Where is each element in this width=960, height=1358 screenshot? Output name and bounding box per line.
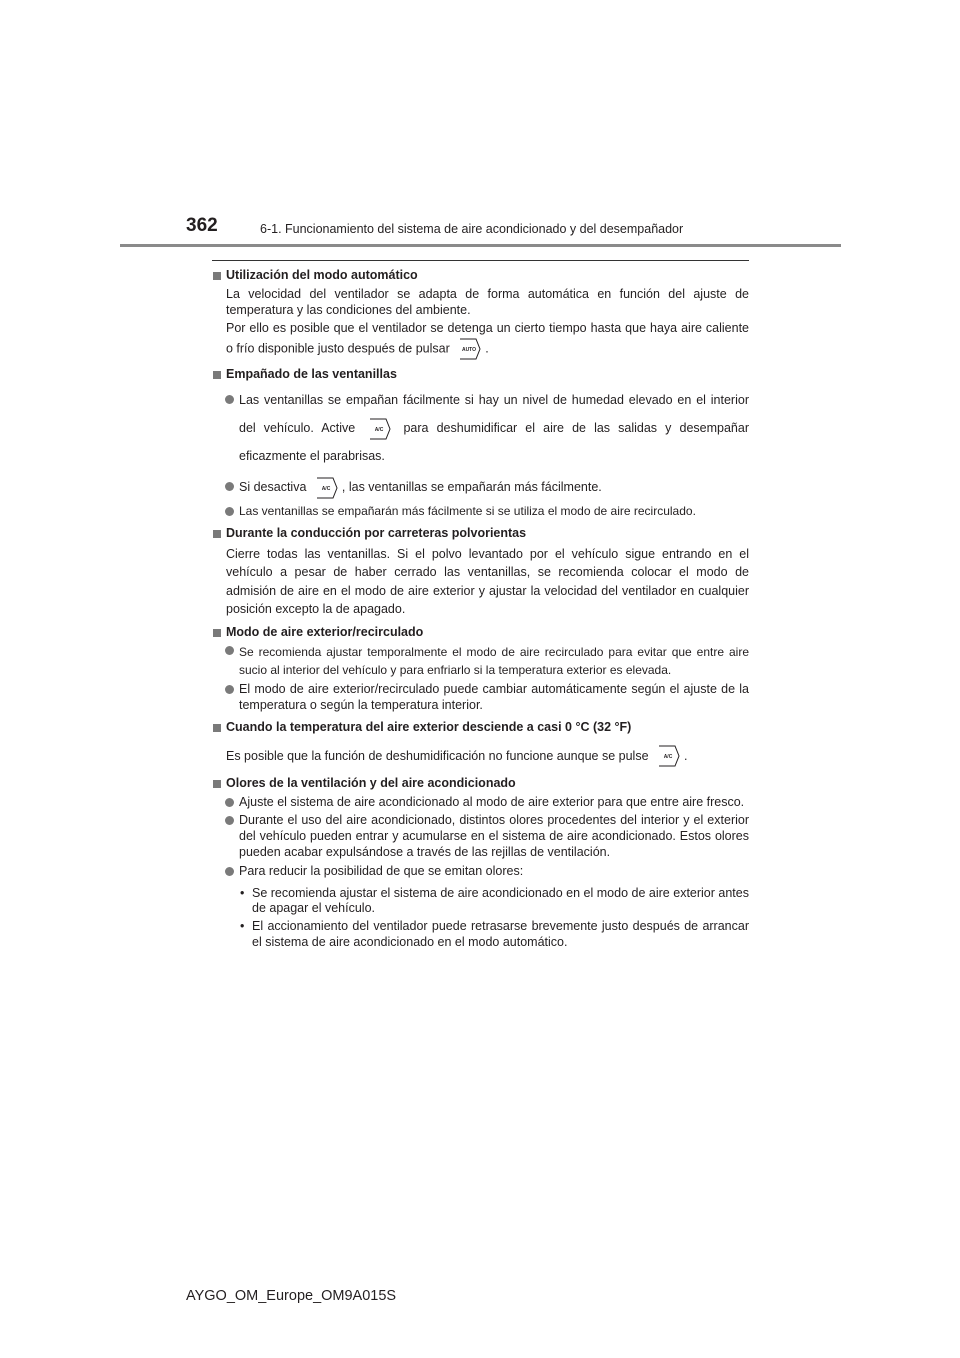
fogging-bullet-1: Las ventanillas se empañan fácilmente si hay un nivel de humedad elevado en el interior del vehículo. Active A/C para deshumidificar el aire de las salidas y desempañar eficazmente el parabrisas. [212,386,749,470]
square-bullet-icon [213,629,221,637]
odors-bullet-1: Ajuste el sistema de aire acondicionado al modo de aire exterior para que entre aire fresco. [212,795,749,811]
odors-sub-2: • El accionamiento del ventilador puede retrasarse brevemente justo después de arrancar el sistema de aire acondicionado en el modo automático. [240,919,749,949]
sub-bullet-marker: • [240,919,245,934]
heading-cold: Cuando la temperatura del aire exterior desciende a casi 0 °C (32 °F) [212,720,749,736]
square-bullet-icon [213,272,221,280]
round-bullet-icon [225,646,234,655]
fogging-bullet-3: Las ventanillas se empañarán más fácilmente si se utiliza el modo de aire recirculado. [212,504,749,520]
auto-button-icon [456,337,482,361]
round-bullet-icon [225,395,234,404]
air-mode-bullet-2: El modo de aire exterior/recirculado puede cambiar automáticamente según el ajuste de la temperatura o según la temperatura interior. [212,682,749,714]
header-rule [120,244,841,247]
odors-bullet-2: Durante el uso del aire acondicionado, distintos olores procedentes del interior y el exterior del vehículo pueden entrar y acumularse en el sistema de aire acondicionado. Estos olores pueden acabar expulsándose a través de las rejillas de ventilación. [212,813,749,860]
ac-button-icon [366,417,392,441]
content-rule [212,260,749,261]
svg-text:AUTO: AUTO [462,347,477,354]
heading-odors: Olores de la ventilación y del aire acondicionado [212,776,749,792]
sub-bullet-marker: • [240,885,245,900]
cold-body: Es posible que la función de deshumidificación no funcione aunque se pulse A/C . [212,742,749,770]
square-bullet-icon [213,371,221,379]
air-mode-bullet-1: Se recomienda ajustar temporalmente el modo de aire recirculado para evitar que entre aire sucio al interior del vehículo y para enfriarlo si la temperatura exterior es elevada. [212,643,749,679]
round-bullet-icon [225,482,234,491]
square-bullet-icon [213,530,221,538]
square-bullet-icon [213,780,221,788]
auto-mode-body-2: Por ello es posible que el ventilador se detenga un cierto tiempo hasta que haya aire caliente o frío disponible justo después de pulsar AUTO . [212,321,749,361]
svg-text:A/C: A/C [321,485,331,492]
svg-text:A/C: A/C [375,426,384,433]
round-bullet-icon [225,507,234,516]
heading-dusty-roads: Durante la conducción por carreteras polvorientas [212,526,749,542]
ac-button-icon [655,744,681,768]
round-bullet-icon [225,798,234,807]
round-bullet-icon [225,685,234,694]
auto-mode-body-1: La velocidad del ventilador se adapta de forma automática en función del ajuste de temperatura y las condiciones del ambiente. [226,286,749,317]
odors-sub-1: • Se recomienda ajustar el sistema de aire acondicionado en el modo de aire exterior antes de apagar el vehículo. [240,885,749,916]
fogging-bullet-2: Si desactiva A/C , las ventanillas se empañarán más fácilmente. [212,473,749,501]
square-bullet-icon [213,724,221,732]
page-number: 362 [186,215,218,236]
footer-code: AYGO_OM_Europe_OM9A015S [186,1288,397,1304]
heading-fogging: Empañado de las ventanillas [212,367,749,383]
odors-bullet-3: Para reducir la posibilidad de que se emitan olores: [212,864,749,880]
heading-air-mode: Modo de aire exterior/recirculado [212,625,749,641]
svg-text:A/C: A/C [663,754,673,761]
section-title: 6-1. Funcionamiento del sistema de aire acondicionado y del desempañador [260,222,684,236]
content [212,268,749,951]
dusty-roads-body: Cierre todas las ventanillas. Si el polvo levantado por el vehículo sigue entrando en el vehículo a pesar de haber cerrado las ventanillas, se recomienda colocar el modo de admisión de aire en el modo de aire exterior y ajustar la velocidad del ventilador en cualquier posición excepto la de apagado. [226,546,749,617]
ac-button-icon [313,476,339,500]
round-bullet-icon [225,816,234,825]
round-bullet-icon [225,867,234,876]
heading-auto-mode: Utilización del modo automático [212,268,749,284]
